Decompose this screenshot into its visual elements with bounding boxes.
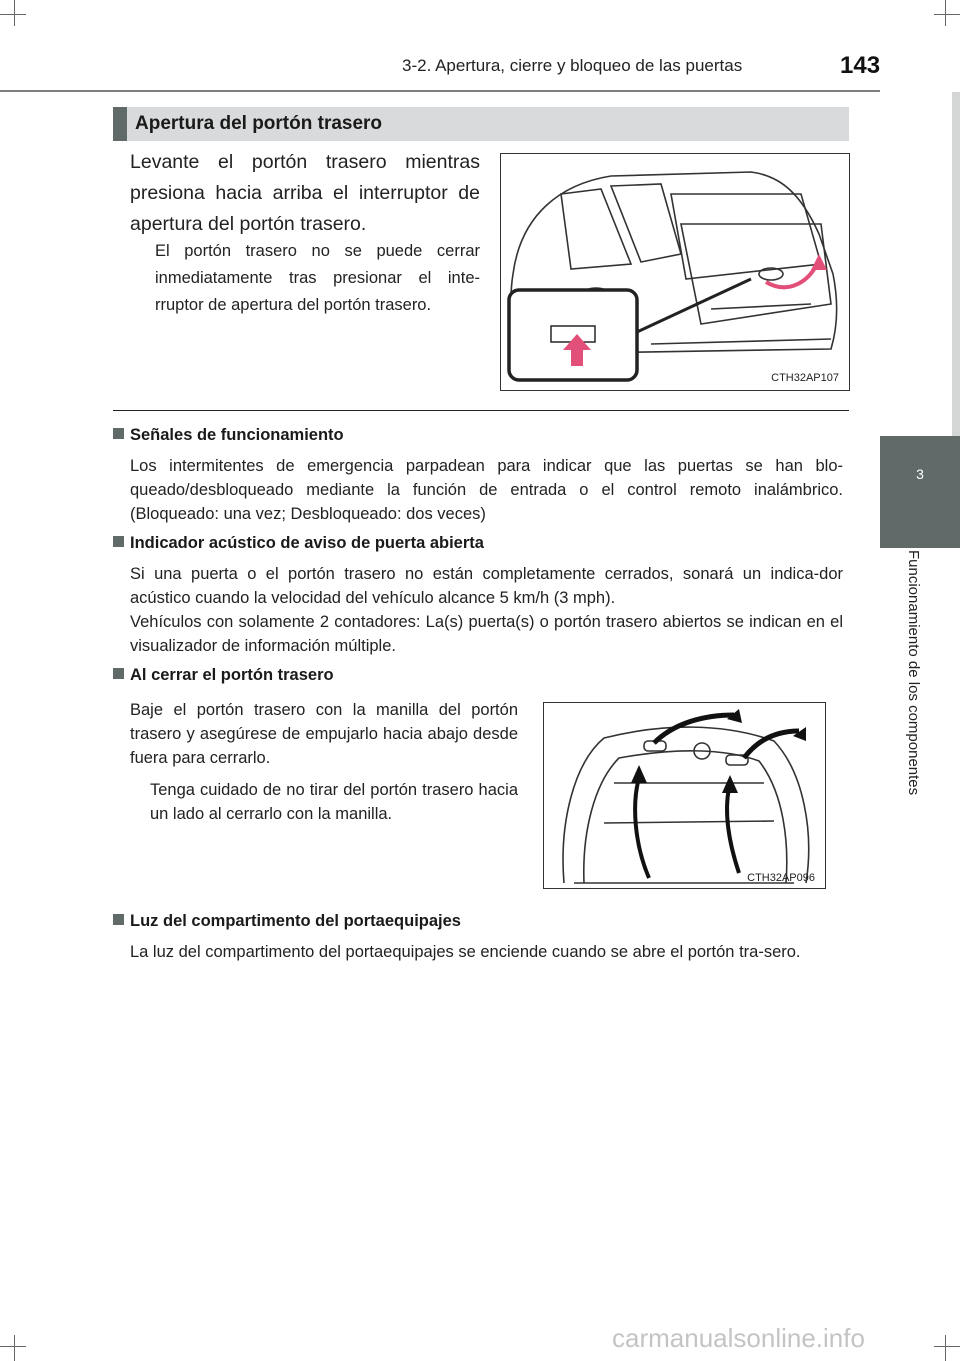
item-paragraph: Los intermitentes de emergencia parpadean para indicar que las puertas se han blo-queado/desbloqueado mediante la función de entrada o el control remoto inalámbrico. (Bloqueado: una vez; Desbloqueado: dos veces) [130, 457, 843, 523]
square-bullet-icon [113, 668, 124, 679]
section-divider [113, 410, 849, 411]
figure-code: CTH32AP096 [747, 872, 815, 884]
item-heading: Indicador acústico de aviso de puerta abierta [113, 534, 484, 553]
crop-mark [934, 14, 960, 15]
chapter-label: Funcionamiento de los componentes [905, 550, 922, 796]
header-rule [0, 90, 880, 92]
figure-tailgate-handle [543, 702, 826, 889]
chapter-number: 3 [916, 466, 924, 482]
watermark: carmanualsonline.info [612, 1323, 865, 1353]
closing-text: Baje el portón trasero con la manilla del portón trasero y asegúrese de empujarlo hacia abajo desde fuera para cerrarlo. [130, 701, 518, 767]
section-marker [113, 107, 127, 141]
item-paragraph: La luz del compartimento del portaequipajes se enciende cuando se abre el portón tra-sero. [130, 943, 801, 961]
item-heading: Al cerrar el portón trasero [113, 666, 334, 685]
car-rear-illustration [501, 154, 849, 390]
note-text: El portón trasero no se puede cerrar inmediatamente tras presionar el inte-rruptor de apertura del portón trasero. [155, 242, 480, 314]
crop-mark [14, 0, 15, 26]
section-header [113, 107, 849, 141]
running-header: 3-2. Apertura, cierre y bloqueo de las puertas [402, 56, 743, 75]
item-heading: Luz del compartimento del portaequipajes [113, 912, 461, 931]
figure-tailgate-switch [500, 153, 850, 391]
item-paragraph: Si una puerta o el portón trasero no están completamente cerrados, sonará un indica-dor acústico cuando la velocidad del vehículo alcance 5 km/h (3 mph). [130, 565, 843, 607]
item-paragraph: Vehículos con solamente 2 contadores: La(s) puerta(s) o portón trasero abiertos se indican en el visualizador de información múltiple. [130, 613, 843, 655]
crop-mark [945, 0, 946, 26]
figure-code: CTH32AP107 [771, 372, 839, 384]
side-tab-bar [952, 92, 960, 436]
section-title: Apertura del portón trasero [135, 113, 383, 134]
crop-mark [0, 1346, 26, 1347]
item-heading: Señales de funcionamiento [113, 426, 344, 445]
crop-mark [0, 14, 26, 15]
square-bullet-icon [113, 428, 124, 439]
chapter-tab [880, 436, 960, 548]
page-number: 143 [840, 52, 881, 79]
square-bullet-icon [113, 536, 124, 547]
square-bullet-icon [113, 914, 124, 925]
instruction-text: Levante el portón trasero mientras presiona hacia arriba el interruptor de apertura del portón trasero. [130, 151, 480, 235]
crop-mark [945, 1335, 946, 1361]
crop-mark [14, 1335, 15, 1361]
crop-mark [934, 1346, 960, 1347]
tailgate-interior-illustration [544, 703, 825, 888]
closing-note: Tenga cuidado de no tirar del portón trasero hacia un lado al cerrarlo con la manilla. [150, 781, 518, 823]
